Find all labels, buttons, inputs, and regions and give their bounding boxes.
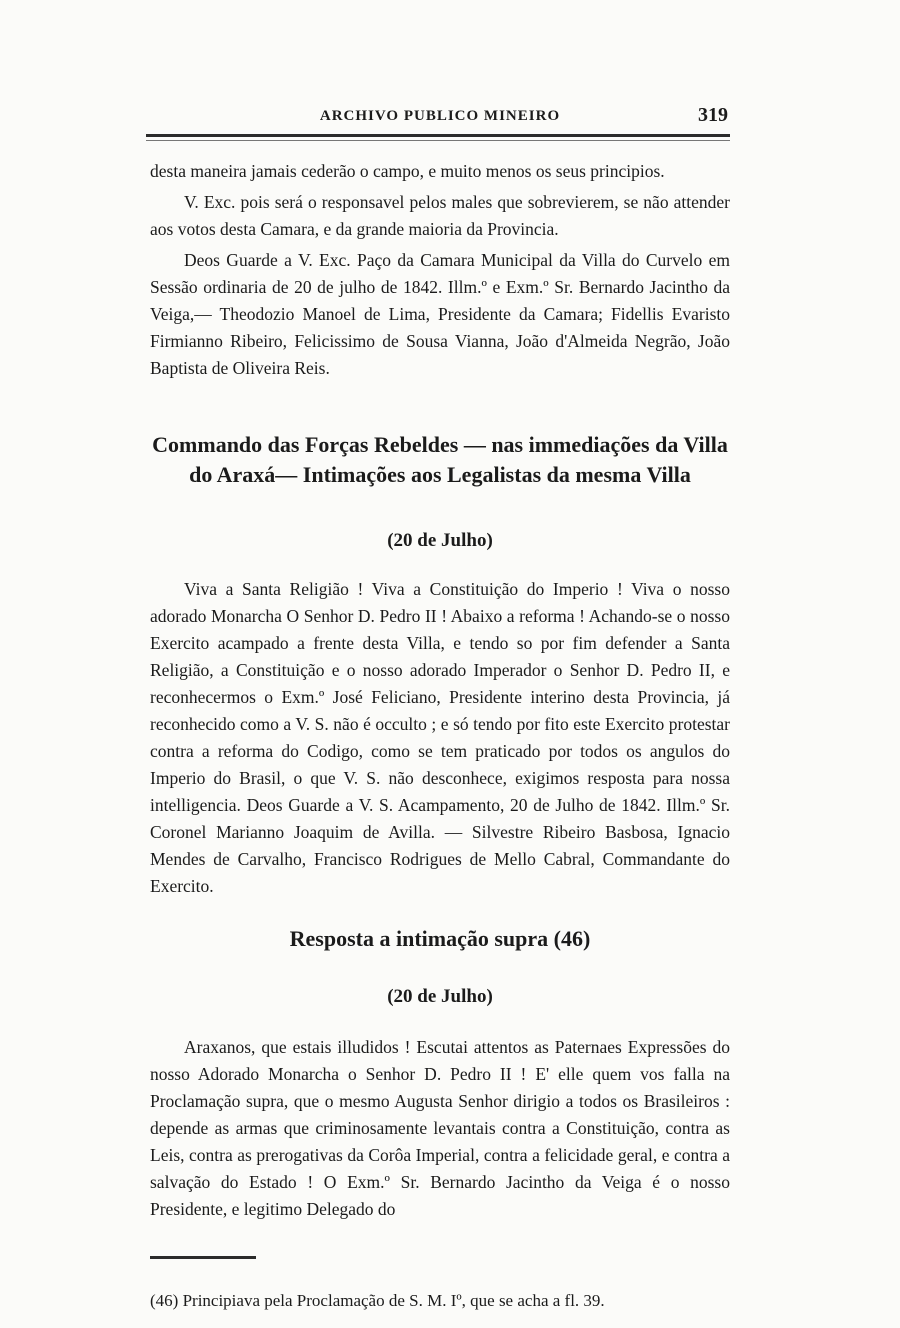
section-title-line1: Commando das Forças Rebeldes — nas immediações da Villa (152, 432, 728, 457)
page-number: 319 (698, 104, 728, 126)
paragraph-signatures: Deos Guarde a V. Exc. Paço da Camara Municipal da Villa do Curvelo em Sessão ordinaria de 20 de julho de 1842. Illm.º e Exm.º Sr. Bernardo Jacintho da Veiga,— Theodozio Manoel de Lima, Presidente da Camara; Fidellis Evaristo Firmianno Ribeiro, Felicissimo de Sousa Vianna, João d'Almeida Negrão, João Baptista de Oliveira Reis. (150, 250, 730, 378)
paragraph-responsibility: V. Exc. pois será o responsavel pelos males que sobrevierem, se não attender aos votos desta Camara, e da grande maioria da Provincia. (150, 192, 730, 239)
header-rule (146, 134, 730, 137)
footnote-rule (150, 1256, 256, 1259)
section-date-resposta: (20 de Julho) (387, 986, 493, 1007)
paragraph-continuation: desta maneira jamais cederão o campo, e muito menos os seus principios. (150, 161, 665, 181)
footnote: (46) Principiava pela Proclamação de S. M. Iº, que se acha a fl. 39. (150, 1291, 605, 1310)
page-header (150, 104, 730, 132)
section-title-resposta: Resposta a intimação supra (46) (289, 926, 591, 951)
paragraph-resposta: Araxanos, que estais illudidos ! Escutai attentos as Paternaes Expressões do nosso Adorado Monarcha o Senhor D. Pedro II ! E' elle quem vos falla na Proclamação supra, que o mesmo Augusta Senhor dirigio a todos os Brasileiros : depende as armas que criminosamente levantais contra a Constituição, contra as Leis, contra as prerogativas da Corôa Imperial, contra a felicidade geral, e contra a salvação do Estado ! O Exm.º Sr. Bernardo Jacintho da Veiga é o nosso Presidente, e legitimo Delegado do (150, 1037, 730, 1219)
header-rule-thin (146, 140, 730, 141)
running-head: ARCHIVO PUBLICO MINEIRO (319, 108, 561, 124)
page-content (150, 158, 730, 1223)
section-title-line2: do Araxá— Intimações aos Legalistas da mesma Villa (189, 462, 691, 487)
section-title-commando (150, 430, 730, 490)
section-date: (20 de Julho) (387, 530, 493, 551)
paragraph-intimacao: Viva a Santa Religião ! Viva a Constituição do Imperio ! Viva o nosso adorado Monarcha O Senhor D. Pedro II ! Abaixo a reforma ! Achando-se o nosso Exercito acampado a frente desta Villa, e tendo so por fim defender a Santa Religião, a Constituição e o nosso adorado Imperador o Senhor D. Pedro II, e reconhecermos o Exm.º José Feliciano, Presidente interino desta Provincia, já reconhecido como a V. S. não é occulto ; e só tendo por fito este Exercito protestar contra a reforma do Codigo, como se tem praticado por todos os angulos do Imperio do Brasil, o que V. S. não desconhece, exigimos resposta para nossa intelligencia. Deos Guarde a V. S. Acampamento, 20 de Julho de 1842. Illm.º Sr. Coronel Marianno Joaquim de Avilla. — Silvestre Ribeiro Basbosa, Ignacio Mendes de Carvalho, Francisco Rodrigues de Mello Cabral, Commandante do Exercito. (150, 579, 730, 896)
